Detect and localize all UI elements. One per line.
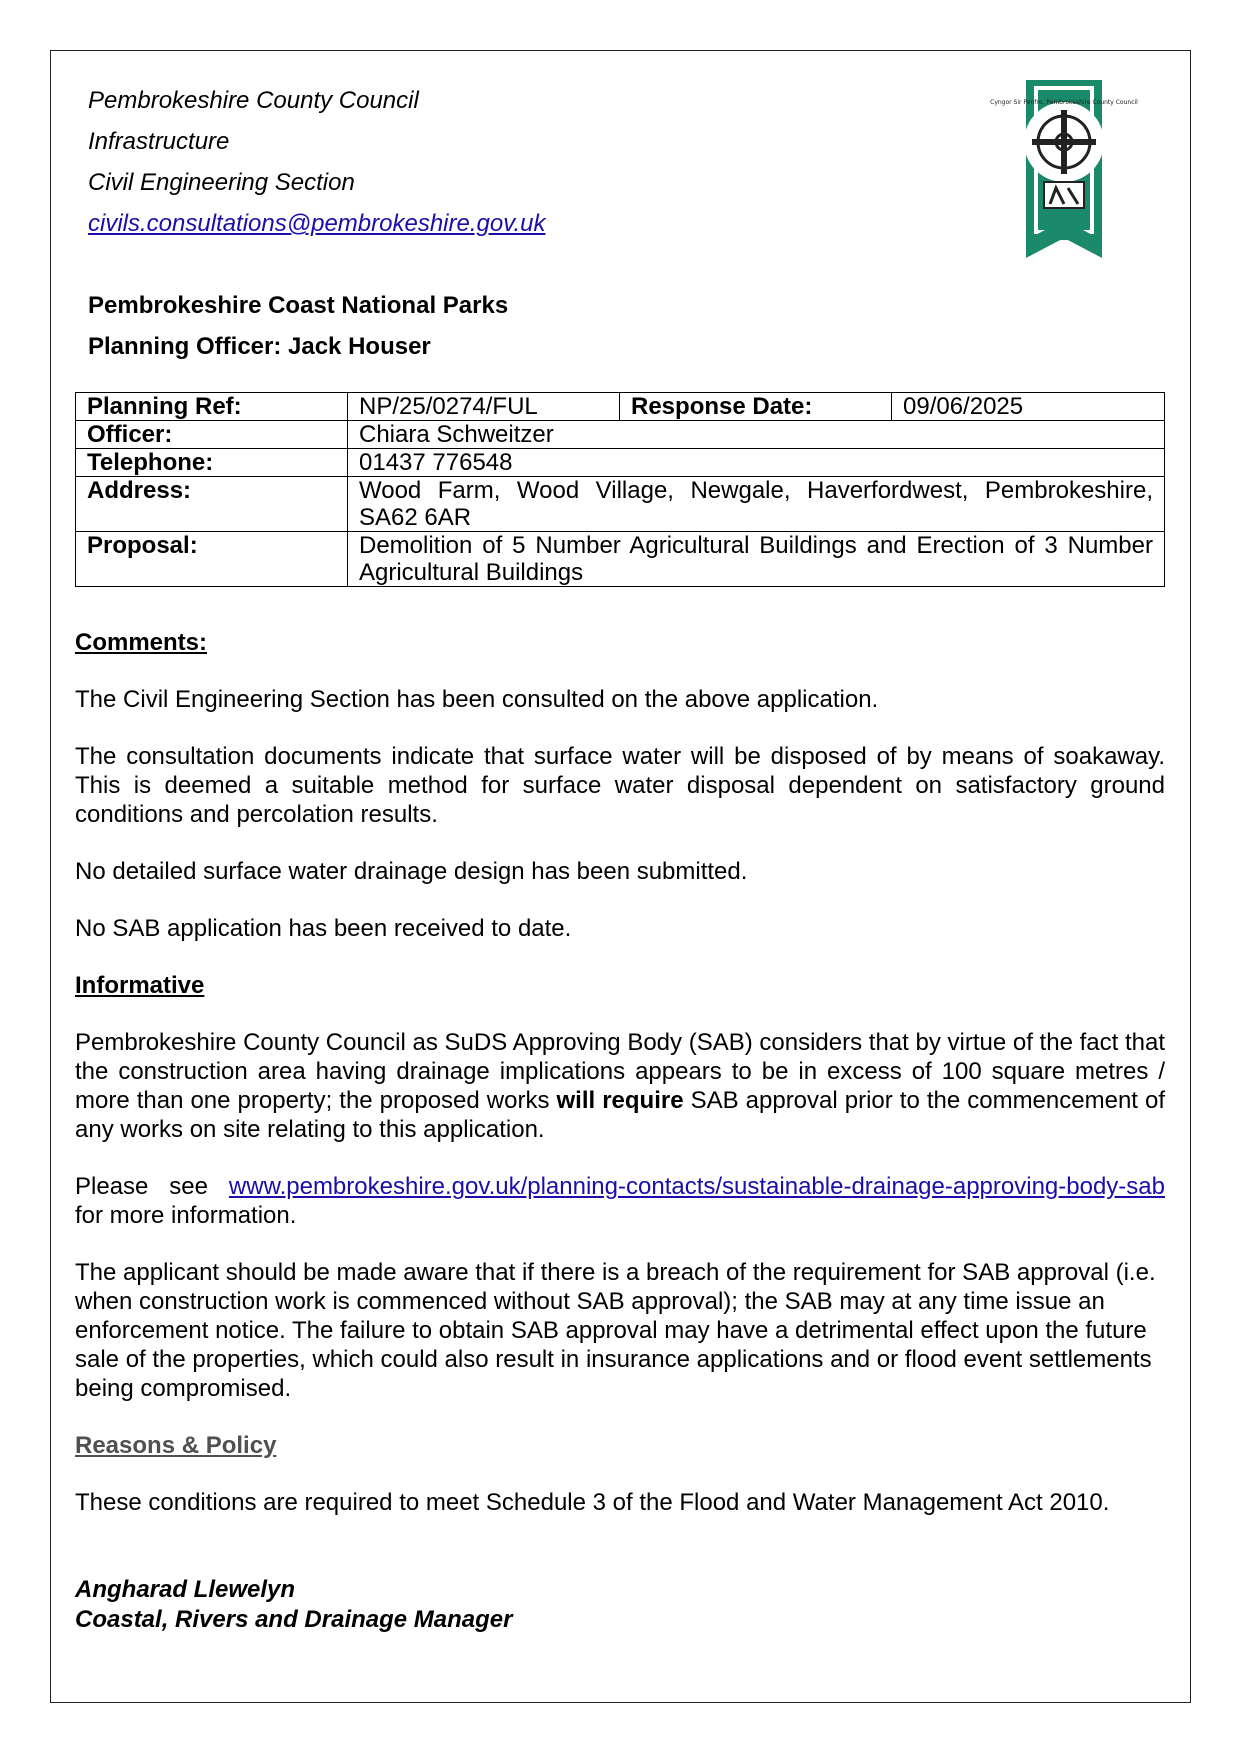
sender-block <box>88 80 545 244</box>
comments-heading: Comments: <box>75 629 208 656</box>
authority-name: Pembrokeshire Coast National Parks <box>88 292 509 319</box>
informative-paragraph: Pembrokeshire County Council as SuDS Approving Body (SAB) considers that by virtue of the fact that the construction area having drainage implications appears to be in excess of 100 square metres / more than one property; the proposed works will require SAB approval prior to the commencement of any works on site relating to this application. <box>75 1029 1166 1143</box>
signatory-name: Angharad Llewelyn <box>75 1576 296 1603</box>
table-row <box>76 532 1165 587</box>
logo-text: Cyngor Sir Penfro, Pembrokeshire County Council <box>990 99 1138 106</box>
response-date-label: Response Date: <box>620 393 892 421</box>
address-label: Address: <box>76 477 348 532</box>
informative-paragraph: The applicant should be made aware that if there is a breach of the requirement for SAB approval (i.e. when construction work is commenced without SAB approval); the SAB may at any time issue an enforcement notice. The failure to obtain SAB approval may have a detrimental effect upon the future sale of the properties, which could also result in insurance applications and or flood event settlements being compromised. <box>75 1259 1156 1402</box>
recipient-block <box>88 285 508 367</box>
signatory-title: Coastal, Rivers and Drainage Manager <box>75 1606 513 1633</box>
proposal-label: Proposal: <box>76 532 348 587</box>
table-row <box>76 449 1165 477</box>
informative-paragraph: Please see www.pembrokeshire.gov.uk/planning-contacts/sustainable-drainage-approving-body-sab for more information. <box>75 1173 1165 1229</box>
planning-ref-value: NP/25/0274/FUL <box>348 393 620 421</box>
reasons-paragraph: These conditions are required to meet Schedule 3 of the Flood and Water Management Act 2010. <box>75 1489 1110 1516</box>
informative-heading: Informative <box>75 972 205 999</box>
telephone-label: Telephone: <box>76 449 348 477</box>
signature-block <box>75 1575 1165 1635</box>
response-date-value: 09/06/2025 <box>892 393 1165 421</box>
will-require-emphasis: will require <box>556 1087 684 1114</box>
email-link[interactable]: civils.consultations@pembrokeshire.gov.uk <box>88 210 546 237</box>
officer-label: Officer: <box>76 421 348 449</box>
table-row <box>76 477 1165 532</box>
comments-paragraph: The Civil Engineering Section has been consulted on the above application. <box>75 686 879 713</box>
planning-ref-label: Planning Ref: <box>76 393 348 421</box>
sab-info-link[interactable]: www.pembrokeshire.gov.uk/planning-contacts/sustainable-drainage-approving-body-sab <box>228 1173 1165 1200</box>
comments-paragraph: No detailed surface water drainage design has been submitted. <box>75 858 748 885</box>
council-crest-logo <box>990 80 1138 258</box>
department-name: Infrastructure <box>88 128 230 155</box>
telephone-value: 01437 776548 <box>348 449 1165 477</box>
comments-paragraph: No SAB application has been received to date. <box>75 915 572 942</box>
application-details-table <box>75 392 1165 587</box>
reasons-heading: Reasons & Policy <box>75 1432 277 1459</box>
response-body <box>75 628 1165 1635</box>
council-name: Pembrokeshire County Council <box>88 87 419 114</box>
comments-paragraph: The consultation documents indicate that surface water will be disposed of by means of soakaway. This is deemed a suitable method for surface water disposal dependent on satisfactory ground conditions and percolation results. <box>75 743 1165 828</box>
table-row <box>76 393 1165 421</box>
officer-value: Chiara Schweitzer <box>348 421 1165 449</box>
planning-officer: Planning Officer: Jack Houser <box>88 333 431 360</box>
table-row <box>76 421 1165 449</box>
address-value: Wood Farm, Wood Village, Newgale, Haverfordwest, Pembrokeshire, SA62 6AR <box>348 477 1165 532</box>
proposal-value: Demolition of 5 Number Agricultural Buildings and Erection of 3 Number Agricultural Buildings <box>348 532 1165 587</box>
section-name: Civil Engineering Section <box>88 169 355 196</box>
